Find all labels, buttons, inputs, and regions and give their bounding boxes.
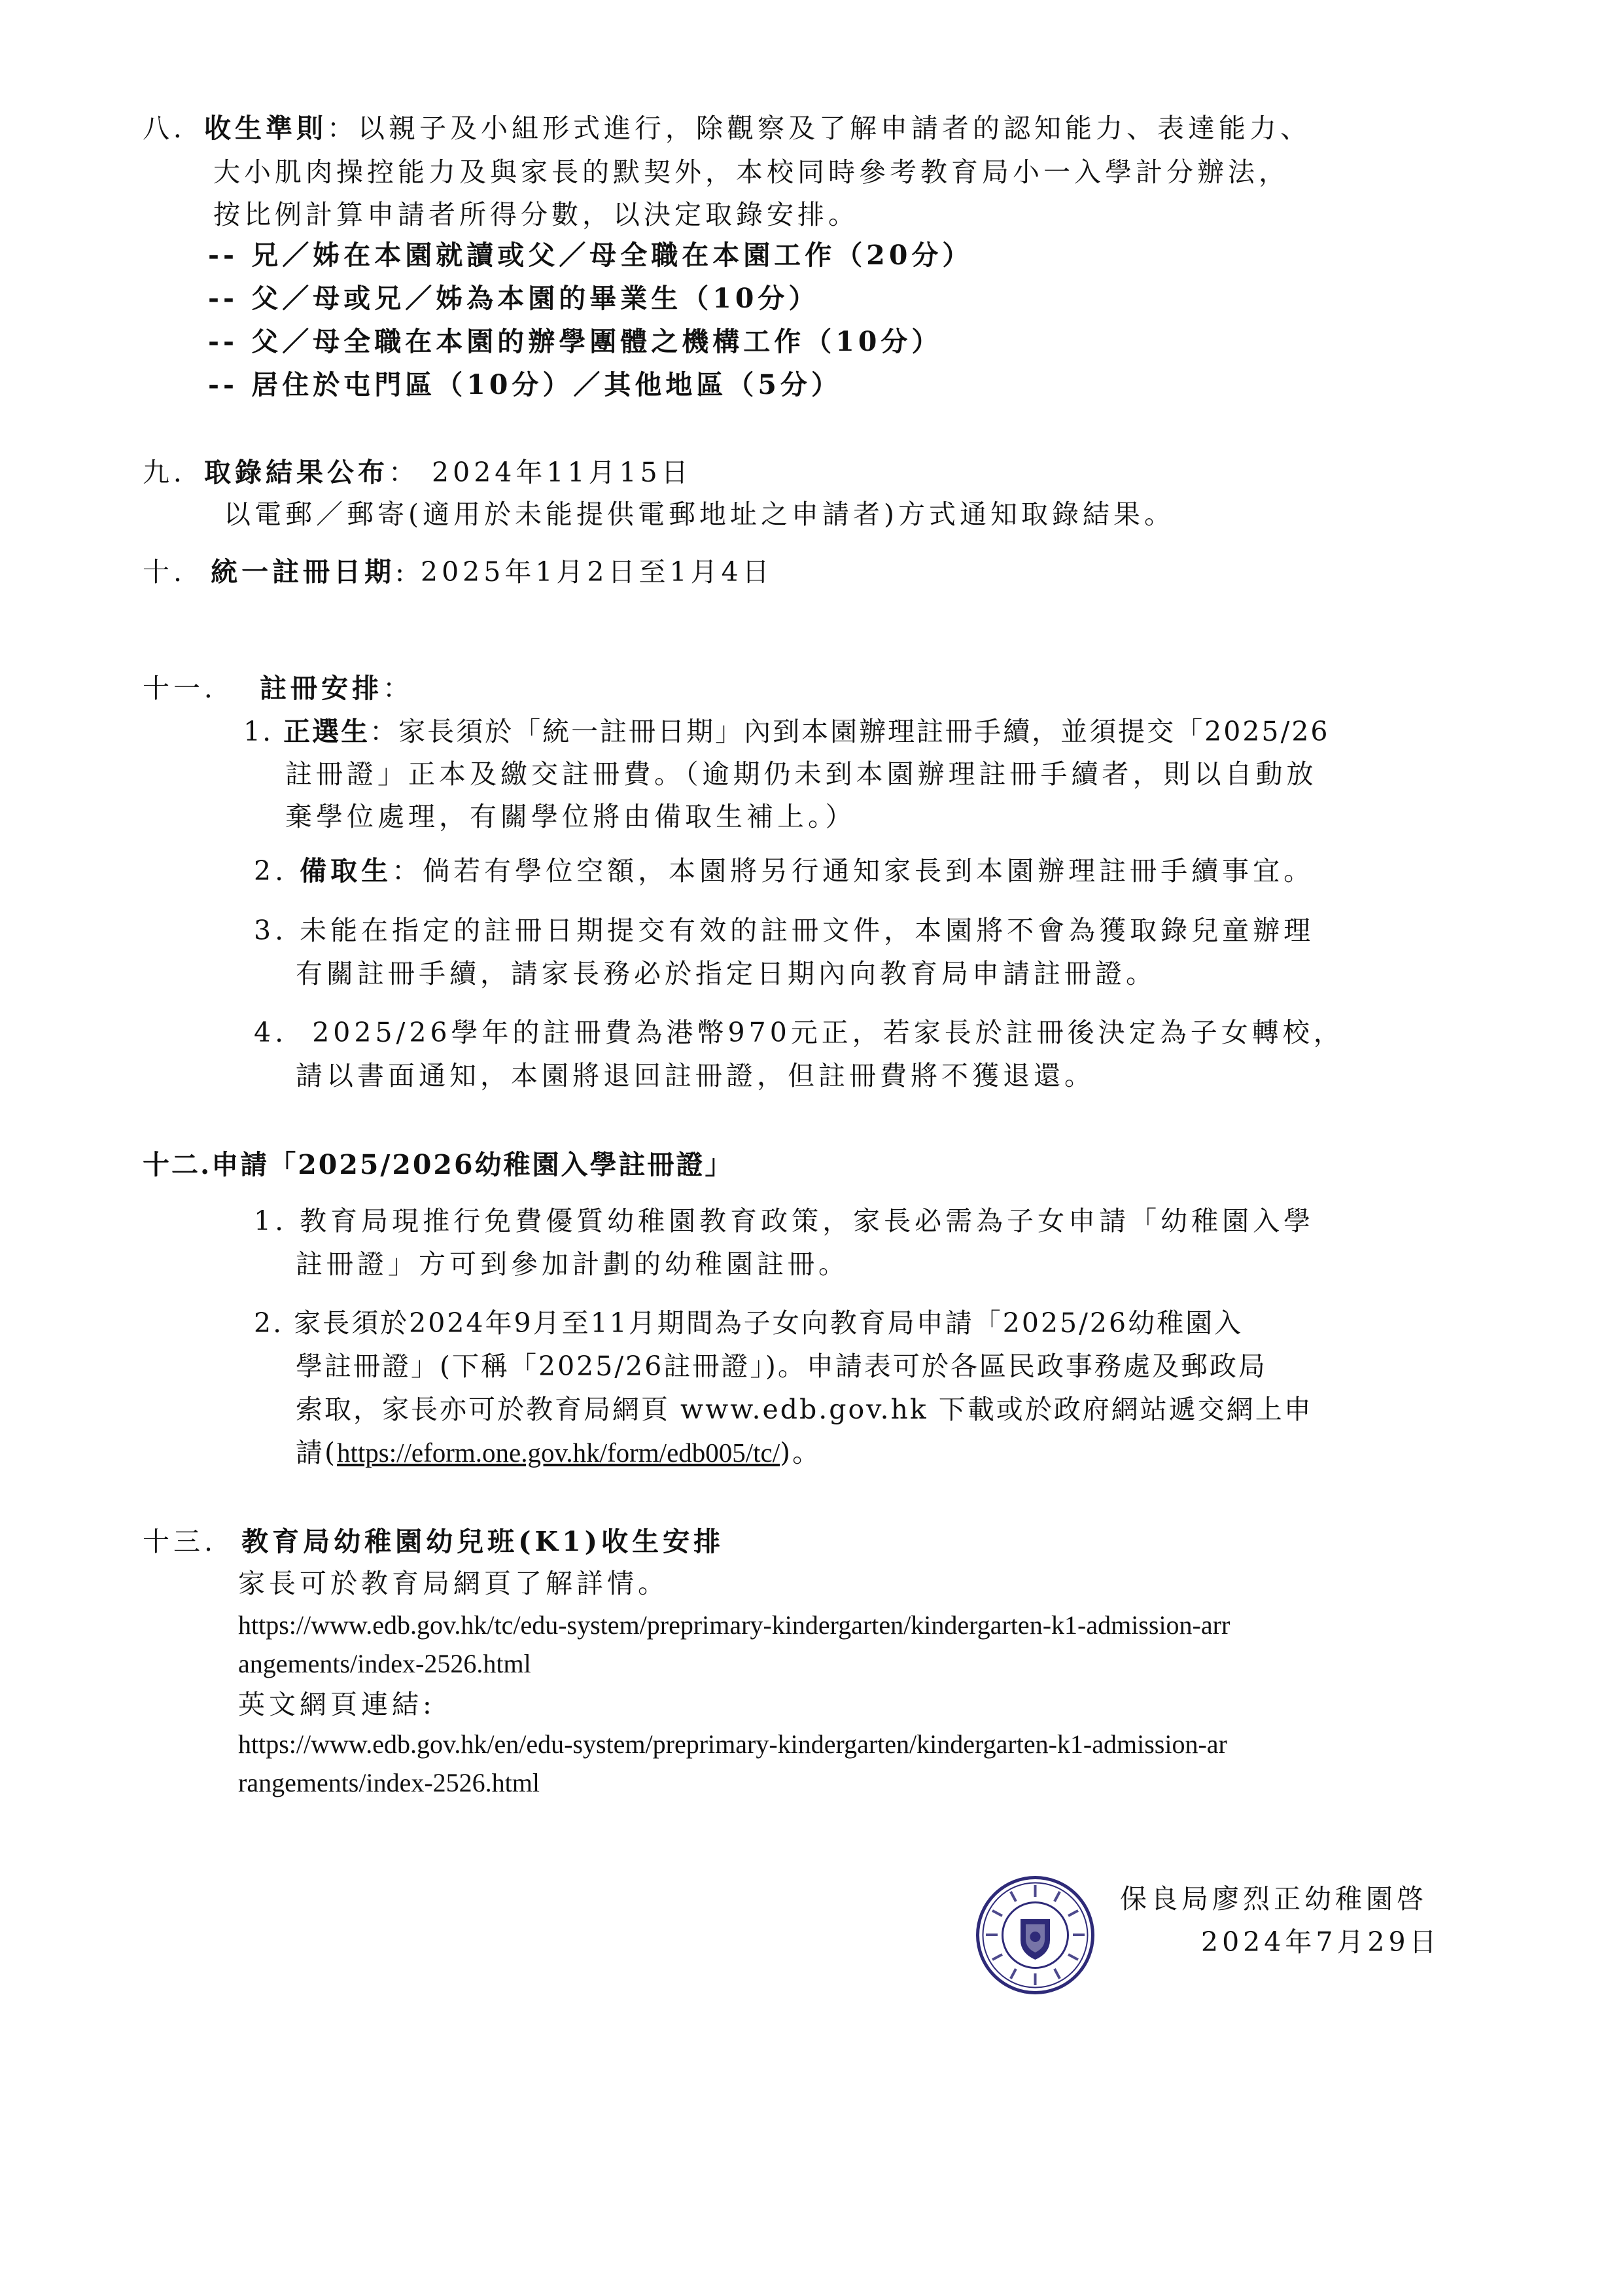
section-10-heading	[143, 554, 773, 590]
section-13-line-1: 家長可於教育局網頁了解詳情。	[238, 1568, 669, 1599]
section-11-item-1-text: ：家長須於「統一註冊日期」內到本園辦理註冊手續，並須提交「2025/26	[370, 716, 1330, 747]
en-link-label: 英文網頁連結:	[238, 1689, 436, 1720]
section-11-item-3-line-1	[254, 912, 1314, 949]
section-9-colon: ：	[389, 457, 419, 488]
section-12-item-1-number: 1.	[254, 1205, 288, 1237]
eform-link[interactable]: https://eform.one.gov.hk/form/edb005/tc/	[337, 1438, 780, 1468]
school-seal-icon	[975, 1875, 1096, 1996]
section-8-heading	[143, 110, 1311, 147]
en-url-line-2[interactable]: rangements/index-2526.html	[238, 1768, 540, 1797]
section-11-item-4-line-1	[254, 1014, 1344, 1051]
section-8-number: 八．	[143, 113, 204, 144]
section-10-dates: 2025年1月2日至1月4日	[421, 556, 773, 588]
section-11-item-1-number: 1.	[243, 716, 273, 747]
section-12-item-2-number: 2.	[254, 1307, 284, 1339]
section-11-title: 註冊安排	[260, 673, 383, 704]
section-12-heading: 十二.申請「2025/2026幼稚園入學註冊證」	[143, 1149, 734, 1180]
section-9-title: 取錄結果公布	[204, 457, 389, 488]
en-url-line-1[interactable]: https://www.edb.gov.hk/en/edu-system/preprimary-kindergarten/kindergarten-k1-admission-ar	[238, 1729, 1227, 1759]
section-12-item-1-line-2: 註冊證」方可到參加計劃的幼稚園註冊。	[296, 1248, 849, 1280]
section-8-item-1: -- 兄／姊在本園就讀或父／母全職在本園工作（20分）	[208, 239, 973, 271]
section-9-number: 九．	[143, 457, 204, 488]
section-11-item-1-line-2: 註冊證」正本及繳交註冊費。（逾期仍未到本園辦理註冊手續者，則以自動放	[285, 758, 1318, 790]
section-8-title: 收生準則	[204, 113, 327, 144]
section-10-colon: :	[395, 556, 408, 588]
section-11-item-2-text: ：倘若有學位空額，本園將另行通知家長到本園辦理註冊手續事宜。	[392, 855, 1315, 887]
section-11-item-3-number: 3.	[254, 915, 288, 946]
section-11-colon: ：	[383, 673, 414, 704]
section-12-item-1-text: 教育局現推行免費優質幼稚園教育政策，家長必需為子女申請「幼稚園入學	[300, 1205, 1315, 1237]
section-11-item-1-line-3: 棄學位處理，有關學位將由備取生補上。）	[285, 801, 856, 832]
section-10-number: 十.	[143, 556, 186, 588]
section-12-item-2-line-1	[254, 1305, 1243, 1341]
section-8-line-1: 以親子及小組形式進行，除觀察及了解申請者的認知能力、表達能力、	[358, 113, 1311, 144]
signature-date: 2024年7月29日	[1201, 1926, 1440, 1958]
section-8-line-3: 按比例計算申請者所得分數，以決定取錄安排。	[213, 199, 859, 230]
section-11-item-2-label: 備取生	[300, 855, 393, 887]
section-12-item-2-line-4	[296, 1434, 821, 1471]
section-11-item-3-line-2: 有關註冊手續，請家長務必於指定日期內向教育局申請註冊證。	[296, 958, 1157, 989]
school-name-signature: 保良局廖烈正幼稚園啓	[1120, 1883, 1427, 1915]
section-8-line-2: 大小肌肉操控能力及與家長的默契外，本校同時參考教育局小一入學計分辦法，	[213, 156, 1289, 188]
tc-url-line-1[interactable]: https://www.edb.gov.hk/tc/edu-system/preprimary-kindergarten/kindergarten-k1-admission-arr	[238, 1610, 1230, 1640]
section-12-item-1-line-1	[254, 1203, 1314, 1239]
section-13-heading	[143, 1523, 724, 1560]
section-13-title: 教育局幼稚園幼兒班(K1)收生安排	[241, 1526, 725, 1557]
section-12-item-2-text: 家長須於2024年9月至11月期間為子女向教育局申請「2025/26幼稚園入	[294, 1307, 1244, 1339]
section-13-number: 十三.	[143, 1526, 217, 1557]
section-9-heading	[143, 454, 692, 491]
section-12-item-2-line-2: 學註冊證」(下稱「2025/26註冊證」)。申請表可於各區民政事務處及郵政局	[296, 1351, 1267, 1382]
section-11-item-4-text: 2025/26學年的註冊費為港幣970元正，若家長於註冊後決定為子女轉校，	[312, 1017, 1344, 1048]
section-9-line-2: 以電郵／郵寄(適用於未能提供電郵地址之申請者)方式通知取錄結果。	[224, 499, 1175, 530]
section-12-item-2-line-4-prefix: 請(	[296, 1437, 337, 1468]
section-12-item-2-line-4-suffix: )。	[780, 1437, 822, 1468]
section-11-item-1-label: 正選生	[283, 716, 370, 747]
section-11-item-1-line-1	[243, 713, 1330, 750]
section-11-number: 十一．	[143, 673, 235, 704]
section-11-item-2	[254, 853, 1314, 889]
tc-url-line-2[interactable]: angements/index-2526.html	[238, 1649, 531, 1678]
section-9-date: 2024年11月15日	[432, 457, 692, 488]
section-8-item-4: -- 居住於屯門區（10分）／其他地區（5分）	[208, 369, 842, 400]
section-11-item-4-number: 4.	[254, 1017, 288, 1048]
section-8-item-2: -- 父／母或兄／姊為本園的畢業生（10分）	[208, 283, 820, 314]
section-11-item-2-number: 2.	[254, 855, 288, 887]
section-11-item-4-line-2: 請以書面通知，本園將退回註冊證，但註冊費將不獲退還。	[296, 1060, 1095, 1091]
section-10-title: 統一註冊日期	[211, 556, 396, 588]
section-12-item-2-line-3: 索取，家長亦可於教育局網頁 www.edb.gov.hk 下載或於政府網站遞交網上申	[296, 1394, 1313, 1425]
section-8-item-3: -- 父／母全職在本園的辦學團體之機構工作（10分）	[208, 326, 943, 357]
section-11-heading	[143, 670, 413, 707]
section-8-colon: ：	[327, 113, 358, 144]
section-11-item-3-text: 未能在指定的註冊日期提交有效的註冊文件，本園將不會為獲取錄兒童辦理	[300, 915, 1315, 946]
